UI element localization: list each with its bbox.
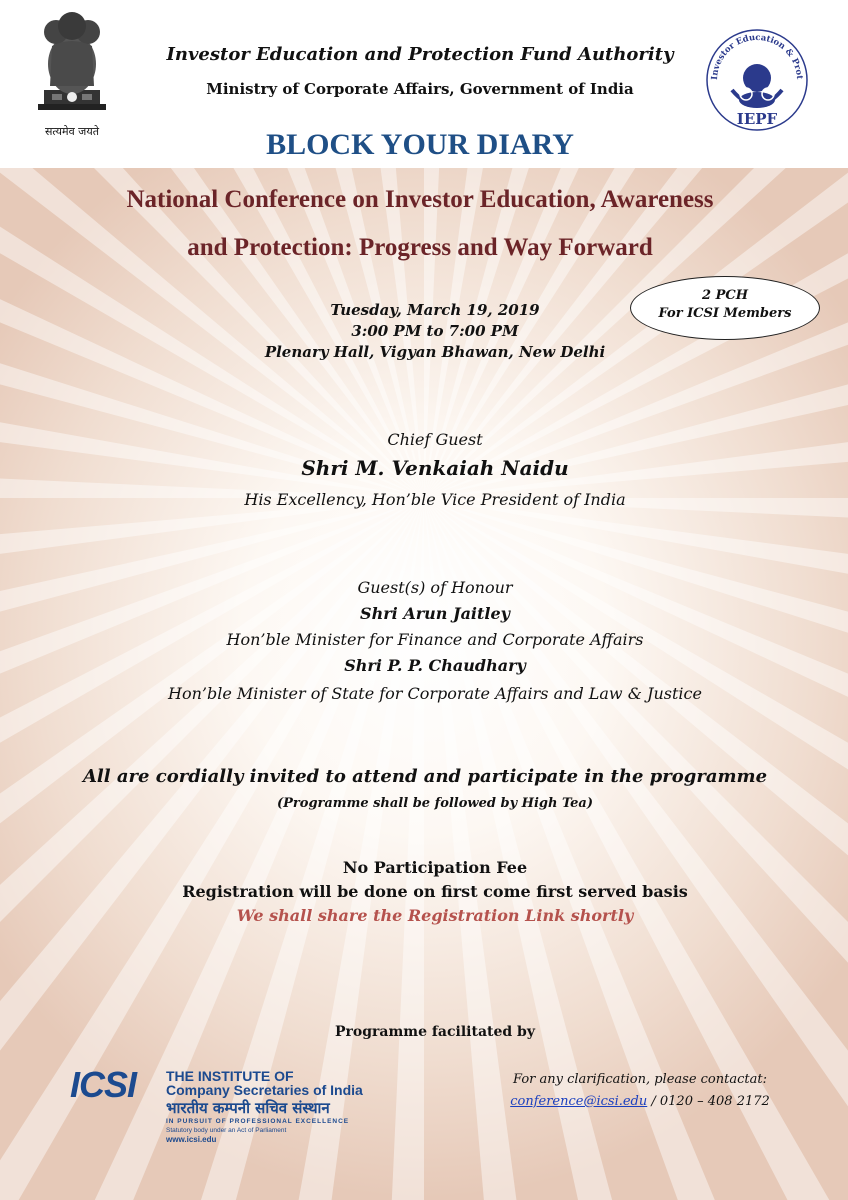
facilitated-by: Programme facilitated by xyxy=(335,1024,535,1040)
icsi-statutory: Statutory body under an Act of Parliament xyxy=(166,1127,287,1134)
contact-details xyxy=(470,1094,810,1109)
participation-fee: No Participation Fee xyxy=(342,858,528,877)
event-venue: Plenary Hall, Vigyan Bhawan, New Delhi xyxy=(264,343,606,361)
pch-badge-line2: For ICSI Members xyxy=(658,306,792,321)
icsi-hindi-name: भारतीय कम्पनी सचिव संस्थान xyxy=(166,1099,330,1117)
chief-guest-designation: His Excellency, Hon’ble Vice President of India xyxy=(244,490,626,509)
contact-phone: / 0120 – 408 2172 xyxy=(647,1094,770,1109)
chief-guest-name: Shri M. Venkaiah Naidu xyxy=(301,456,569,480)
iepf-logo-text: IEPF xyxy=(736,110,778,128)
guest2-name: Shri P. P. Chaudhary xyxy=(344,656,526,675)
event-date: Tuesday, March 19, 2019 xyxy=(330,301,540,319)
icsi-line2: Company Secretaries of India xyxy=(166,1082,363,1098)
contact-email-link[interactable]: conference@icsi.edu xyxy=(510,1094,648,1109)
conference-title-line1: National Conference on Investor Education, Awareness xyxy=(126,186,714,213)
guest1-designation: Hon’ble Minister for Finance and Corporate Affairs xyxy=(226,630,644,649)
guest2-designation: Hon’ble Minister of State for Corporate Affairs and Law & Justice xyxy=(168,684,702,703)
national-emblem xyxy=(22,6,122,138)
invitation-text: All are cordially invited to attend and participate in the programme xyxy=(82,766,768,787)
block-your-diary-headline: BLOCK YOUR DIARY xyxy=(266,128,574,161)
conference-title-line2: and Protection: Progress and Way Forward xyxy=(187,234,653,261)
registration-link-note: We shall share the Registration Link shortly xyxy=(236,906,634,925)
guest1-name: Shri Arun Jaitley xyxy=(360,604,510,623)
pch-badge xyxy=(630,276,820,340)
icsi-logo xyxy=(70,1060,470,1146)
ministry-subtitle: Ministry of Corporate Affairs, Government of India xyxy=(206,80,634,98)
iepf-logo-ring-text: Investor Education & Prot xyxy=(709,32,805,81)
pch-badge-line1: 2 PCH xyxy=(702,288,748,303)
guests-of-honour-label: Guest(s) of Honour xyxy=(357,578,513,597)
contact-label: For any clarification, please contactat: xyxy=(513,1072,767,1087)
iepf-logo-icon xyxy=(692,20,822,140)
icsi-line1: THE INSTITUTE OF xyxy=(166,1068,294,1084)
lion-capital-icon xyxy=(22,6,122,118)
chief-guest-label: Chief Guest xyxy=(387,430,483,449)
authority-title: Investor Education and Protection Fund Authority xyxy=(166,44,674,65)
registration-basis: Registration will be done on first come first served basis xyxy=(182,882,688,901)
emblem-motto: सत्यमेव जयते xyxy=(44,125,99,138)
icsi-tagline: IN PURSUIT OF PROFESSIONAL EXCELLENCE xyxy=(166,1118,350,1125)
icsi-website[interactable]: www.icsi.edu xyxy=(166,1135,217,1144)
high-tea-note: (Programme shall be followed by High Tea) xyxy=(277,796,593,811)
event-details xyxy=(200,300,670,363)
event-time: 3:00 PM to 7:00 PM xyxy=(351,322,519,340)
iepf-logo xyxy=(692,20,822,140)
icsi-mark: ICSI xyxy=(70,1064,137,1105)
